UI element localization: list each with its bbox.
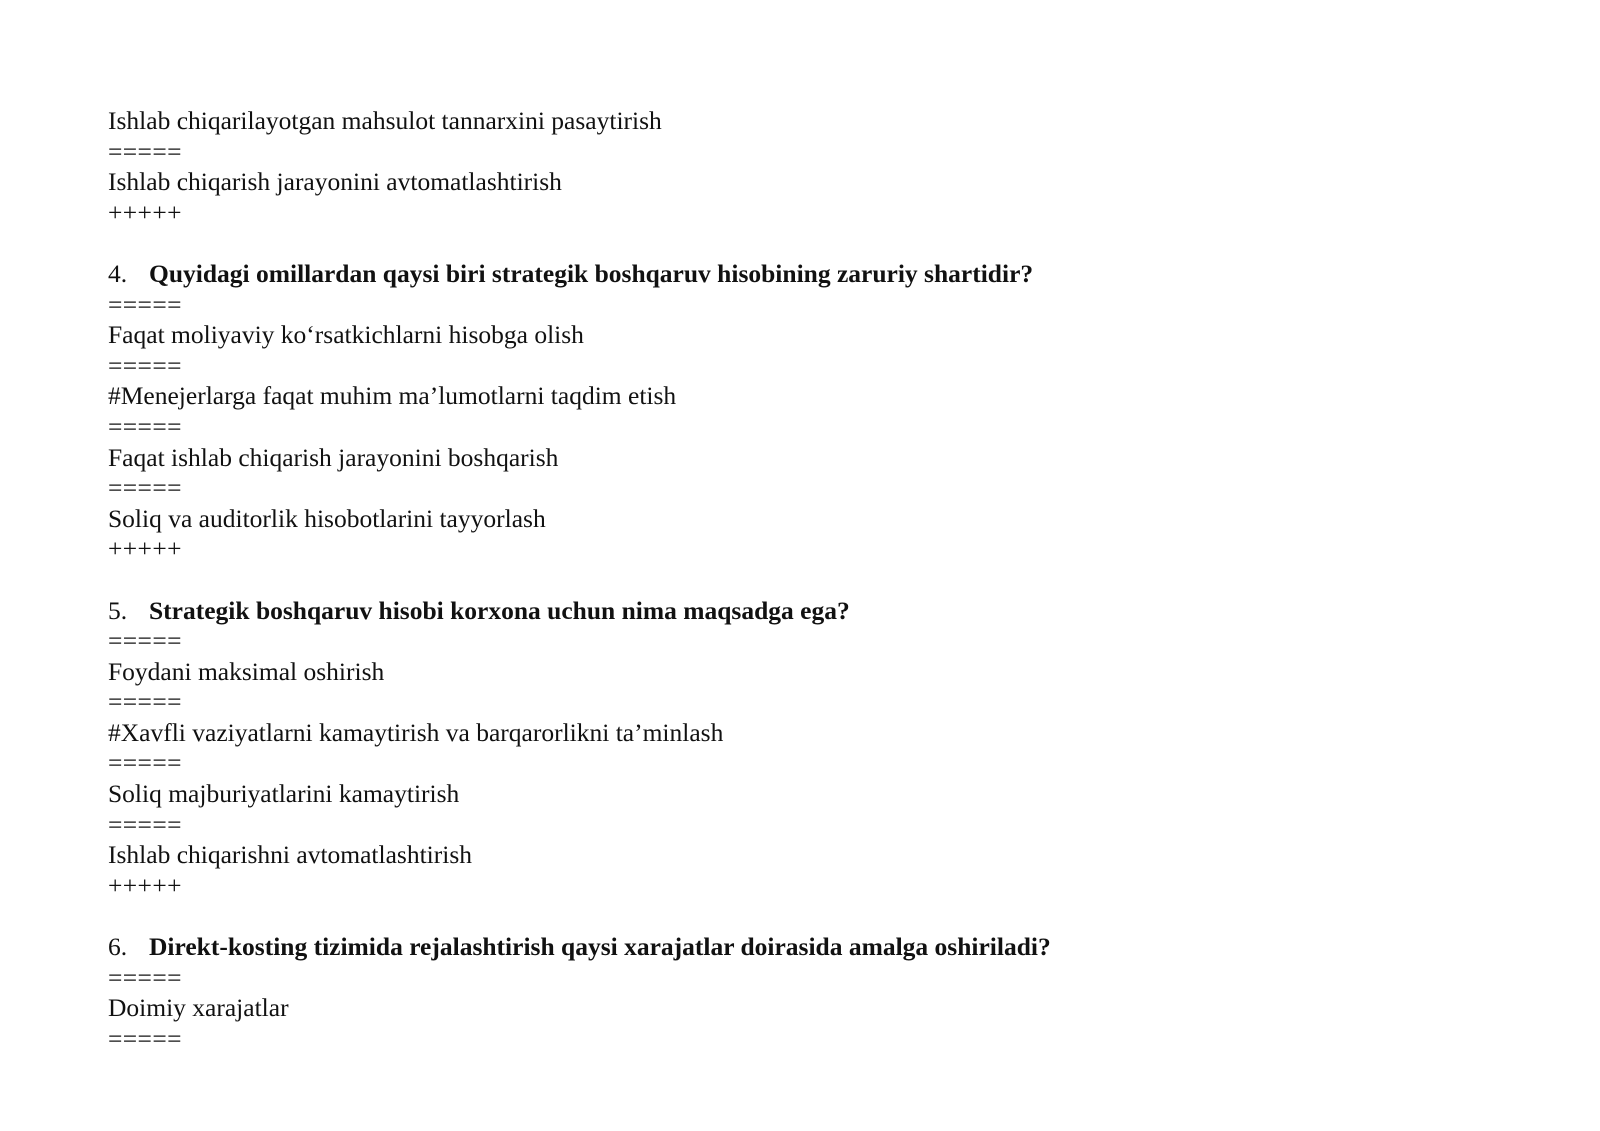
answer-option: Soliq va auditorlik hisobotlarini tayyorlash xyxy=(108,503,546,533)
blank-line xyxy=(108,565,1548,596)
answer-option: Ishlab chiqarilayotgan mahsulot tannarxini pasaytirish xyxy=(108,106,662,135)
answer-option: Ishlab chiqarish jarayonini avtomatlashtirish xyxy=(108,167,562,197)
answer-option: Ishlab chiqarishni avtomatlashtirish xyxy=(108,840,473,870)
answer-option: Doimiy xarajatlar xyxy=(108,993,289,1023)
blank-line xyxy=(108,228,1548,259)
option-separator: ===== xyxy=(108,687,182,717)
document-body xyxy=(108,106,1548,1054)
question-heading xyxy=(108,259,1548,290)
question-text: Strategik boshqaruv hisobi korxona uchun nima maqsadga ega? xyxy=(149,595,850,625)
answer-option: Faqat ishlab chiqarish jarayonini boshqarish xyxy=(108,442,559,472)
question-heading xyxy=(108,932,1548,963)
option-separator: ===== xyxy=(108,411,182,441)
blank-line xyxy=(108,901,1548,932)
option-separator: ===== xyxy=(108,626,182,656)
question-number: 4. xyxy=(108,258,128,288)
answer-option: #Menejerlarga faqat muhim ma’lumotlarni taqdim etish xyxy=(108,381,677,411)
answer-option: Foydani maksimal oshirish xyxy=(108,656,385,686)
option-separator: ===== xyxy=(108,962,182,992)
option-separator: ===== xyxy=(108,136,182,166)
option-separator: ===== xyxy=(108,748,182,778)
answer-option: Soliq majburiyatlarini kamaytirish xyxy=(108,779,460,809)
question-text: Direkt-kosting tizimida rejalashtirish qaysi xarajatlar doirasida amalga oshiriladi? xyxy=(149,932,1051,962)
option-separator: ===== xyxy=(108,809,182,839)
question-number: 5. xyxy=(108,595,128,625)
question-end-marker: +++++ xyxy=(108,870,182,900)
answer-option: Faqat moliyaviy ko‘rsatkichlarni hisobga olish xyxy=(108,320,584,350)
question-end-marker: +++++ xyxy=(108,197,182,227)
question-heading xyxy=(108,596,1548,627)
question-text: Quyidagi omillardan qaysi biri strategik boshqaruv hisobining zaruriy shartidir? xyxy=(149,258,1034,288)
option-separator: ===== xyxy=(108,350,182,380)
option-separator: ===== xyxy=(108,1023,182,1053)
option-separator: ===== xyxy=(108,473,182,503)
option-separator: ===== xyxy=(108,289,182,319)
question-number: 6. xyxy=(108,932,128,962)
answer-option: #Xavfli vaziyatlarni kamaytirish va barqarorlikni ta’minlash xyxy=(108,717,724,747)
question-end-marker: +++++ xyxy=(108,534,182,564)
